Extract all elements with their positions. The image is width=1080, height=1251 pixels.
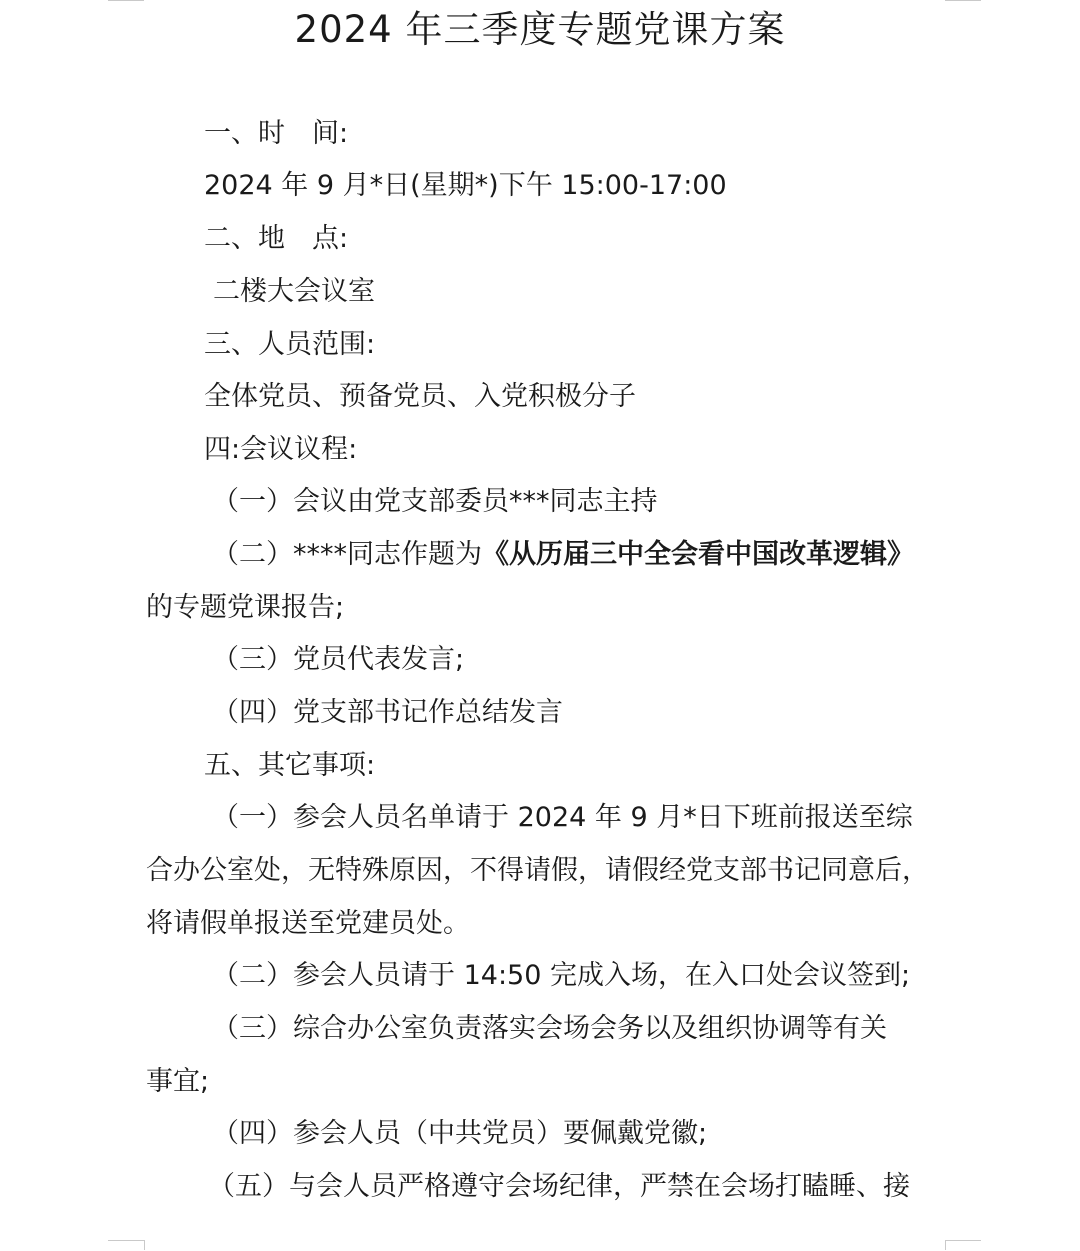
page-corner-mark-top-right	[945, 0, 981, 1]
other-item-1-line-2: 合办公室处，无特殊原因，不得请假，请假经党支部书记同意后，	[146, 855, 929, 886]
other-item-5-line-1: （五）与会人员严格遵守会场纪律，严禁在会场打瞌睡、接	[208, 1171, 910, 1202]
agenda-heading: 四:会议议程:	[204, 434, 358, 465]
other-item-1-line-3: 将请假单报送至党建员处。	[146, 908, 470, 939]
page-corner-mark-bottom-left-v	[144, 1240, 145, 1250]
agenda-item-2-prefix: （二）****同志作题为	[212, 539, 482, 570]
page-corner-mark-bottom-right	[945, 1240, 981, 1241]
page-corner-mark-bottom-left	[108, 1240, 144, 1241]
people-heading: 三、人员范围:	[204, 329, 376, 360]
page-corner-mark-top-left	[108, 0, 144, 1]
place-heading: 二、地 点:	[204, 223, 349, 254]
agenda-item-2-continuation: 的专题党课报告;	[146, 592, 345, 623]
agenda-item-2-report-title: 《从历届三中全会看中国改革逻辑》	[482, 539, 914, 570]
agenda-item-4: （四）党支部书记作总结发言	[212, 697, 563, 728]
other-item-1-line-1: （一）参会人员名单请于 2024 年 9 月*日下班前报送至综	[212, 802, 913, 833]
agenda-item-1: （一）会议由党支部委员***同志主持	[212, 486, 658, 517]
agenda-item-3: （三）党员代表发言;	[212, 644, 465, 675]
people-value: 全体党员、预备党员、入党积极分子	[204, 381, 636, 412]
agenda-item-2	[212, 535, 914, 575]
other-item-4: （四）参会人员（中共党员）要佩戴党徽;	[212, 1118, 708, 1149]
other-item-2: （二）参会人员请于 14:50 完成入场，在入口处会议签到;	[212, 960, 911, 991]
place-value: 二楼大会议室	[213, 276, 375, 307]
time-value: 2024 年 9 月*日(星期*)下午 15:00-17:00	[204, 170, 727, 201]
page-corner-mark-bottom-right-v	[945, 1240, 946, 1250]
document-title: 2024 年三季度专题党课方案	[294, 8, 786, 51]
time-heading: 一、时 间:	[204, 118, 349, 149]
other-item-3-line-2: 事宜;	[146, 1066, 210, 1097]
other-heading: 五、其它事项:	[204, 750, 376, 781]
other-item-3-line-1: （三）综合办公室负责落实会场会务以及组织协调等有关	[212, 1013, 887, 1044]
